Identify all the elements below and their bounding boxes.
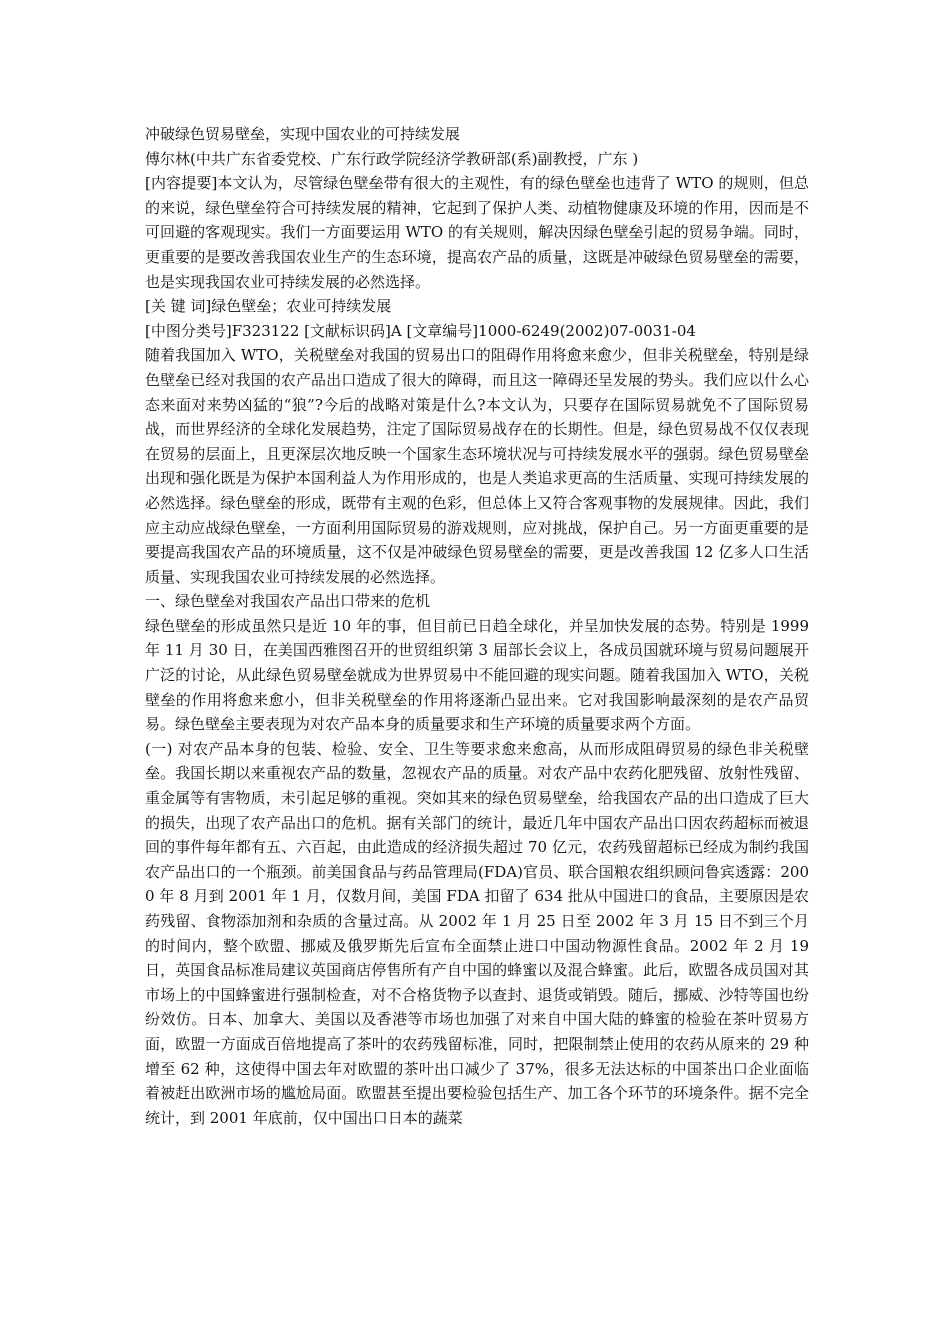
classification-line: [中图分类号]F323122 [文献标识码]A [文章编号]1000-6249(2002)07-0031-04	[145, 321, 696, 340]
body-paragraph-subsection-1: (一) 对农产品本身的包装、检验、安全、卫生等要求愈来愈高，从而形成阻碍贸易的绿色非关税壁垒。我国长期以来重视农产品的数量，忽视农产品的质量。对农产品中农药化肥残留、放射性残留、重金属等有害物质，未引起足够的重视。突如其来的绿色贸易壁垒，给我国农产品的出口造成了巨大的损失，出现了农产品出口的危机。据有关部门的统计，最近几年中国农产品出口因农药超标而被退回的事件每年都有五、六百起，由此造成的经济损失超过 70 亿元，农药残留超标已经成为制约我国农产品出口的一个瓶颈。前美国食品与药品管理局(FDA)官员、联合国粮农组织顾问鲁宾透露：2000 年 8 月到 2001 年 1 月，仅数月间，美国 FDA 扣留了 634 批从中国进口的食品，主要原因是农药残留、食物添加剂和杂质的含量过高。从 2002 年 1 月 25 日至 2002 年 3 月 15 日不到三个月的时间内，整个欧盟、挪威及俄罗斯先后宣布全面禁止进口中国动物源性食品。2002 年 2 月 19 日，英国食品标准局建议英国商店停售所有产自中国的蜂蜜以及混合蜂蜜。此后，欧盟各成员国对其市场上的中国蜂蜜进行强制检查，对不合格货物予以查封、退货或销毁。随后，挪威、沙特等国也纷纷效仿。日本、加拿大、美国以及香港等市场也加强了对来自中国大陆的蜂蜜的检验在茶叶贸易方面，欧盟一方面成百倍地提高了茶叶的农药残留标准，同时，把限制禁止使用的农药从原来的 29 种增至 62 种，这使得中国去年对欧盟的茶叶出口减少了 37%，很多无法达标的中国茶出口企业面临着被赶出欧洲市场的尴尬局面。欧盟甚至提出要检验包括生产、加工各个环节的环境条件。据不完全统计，到 2001 年底前，仅中国出口日本的蔬菜	[145, 739, 809, 1127]
body-paragraph-intro: 随着我国加入 WTO，关税壁垒对我国的贸易出口的阻碍作用将愈来愈少，但非关税壁垒，特别是绿色壁垒已经对我国的农产品出口造成了很大的障碍，而且这一障碍还呈发展的势头。我们应以什么心态来面对来势凶猛的“狼”?今后的战略对策是什么?本文认为，只要存在国际贸易就免不了国际贸易战，而世界经济的全球化发展趋势，注定了国际贸易战存在的长期性。但是，绿色贸易战不仅仅表现在贸易的层面上，且更深层次地反映一个国家生态环境状况与可持续发展水平的强弱。绿色贸易壁垒出现和强化既是为保护本国利益人为作用形成的，也是人类追求更高的生活质量、实现可持续发展的必然选择。绿色壁垒的形成，既带有主观的色彩，但总体上又符合客观事物的发展规律。因此，我们应主动应战绿色壁垒，一方面利用国际贸易的游戏规则，应对挑战，保护自己。另一方面更重要的是要提高我国农产品的环境质量，这不仅是冲破绿色贸易壁垒的需要，更是改善我国 12 亿多人口生活质量、实现我国农业可持续发展的必然选择。	[145, 346, 809, 586]
article-title: 冲破绿色贸易壁垒，实现中国农业的可持续发展	[145, 125, 461, 143]
body-paragraph-green-barrier: 绿色壁垒的形成虽然只是近 10 年的事，但目前已日趋全球化，并呈加快发展的态势。特别是 1999 年 11 月 30 日，在美国西雅图召开的世贸组织第 3 届部长会议上，各成员国就环境与贸易问题展开广泛的讨论，从此绿色贸易壁垒就成为世界贸易中不能回避的现实问题。随着我国加入 WTO，关税壁垒的作用将愈来愈小，但非关税壁垒的作用将逐渐凸显出来。它对我国影响最深刻的是农产品贸易。绿色壁垒主要表现为对农产品本身的质量要求和生产环境的质量要求两个方面。	[145, 616, 809, 734]
keywords-line: [关 键 词]绿色壁垒；农业可持续发展	[145, 297, 392, 316]
author-line: 傅尔林(中共广东省委党校、广东行政学院经济学教研部(系)副教授，广东 )	[145, 149, 639, 168]
section-heading-1: 一、绿色壁垒对我国农产品出口带来的危机	[145, 592, 431, 611]
abstract-paragraph: [内容提要]本文认为，尽管绿色壁垒带有很大的主观性，有的绿色壁垒也违背了 WTO 的规则，但总的来说，绿色壁垒符合可持续发展的精神，它起到了保护人类、动植物健康及环境的作用，因而是不可回避的客观现实。我们一方面要运用 WTO 的有关规则，解决因绿色壁垒引起的贸易争端。同时，更重要的是要改善我国农业生产的生态环境，提高农产品的质量，这既是冲破绿色贸易壁垒的需要，也是实现我国农业可持续发展的必然选择。	[145, 174, 809, 291]
document-page	[145, 122, 809, 1130]
